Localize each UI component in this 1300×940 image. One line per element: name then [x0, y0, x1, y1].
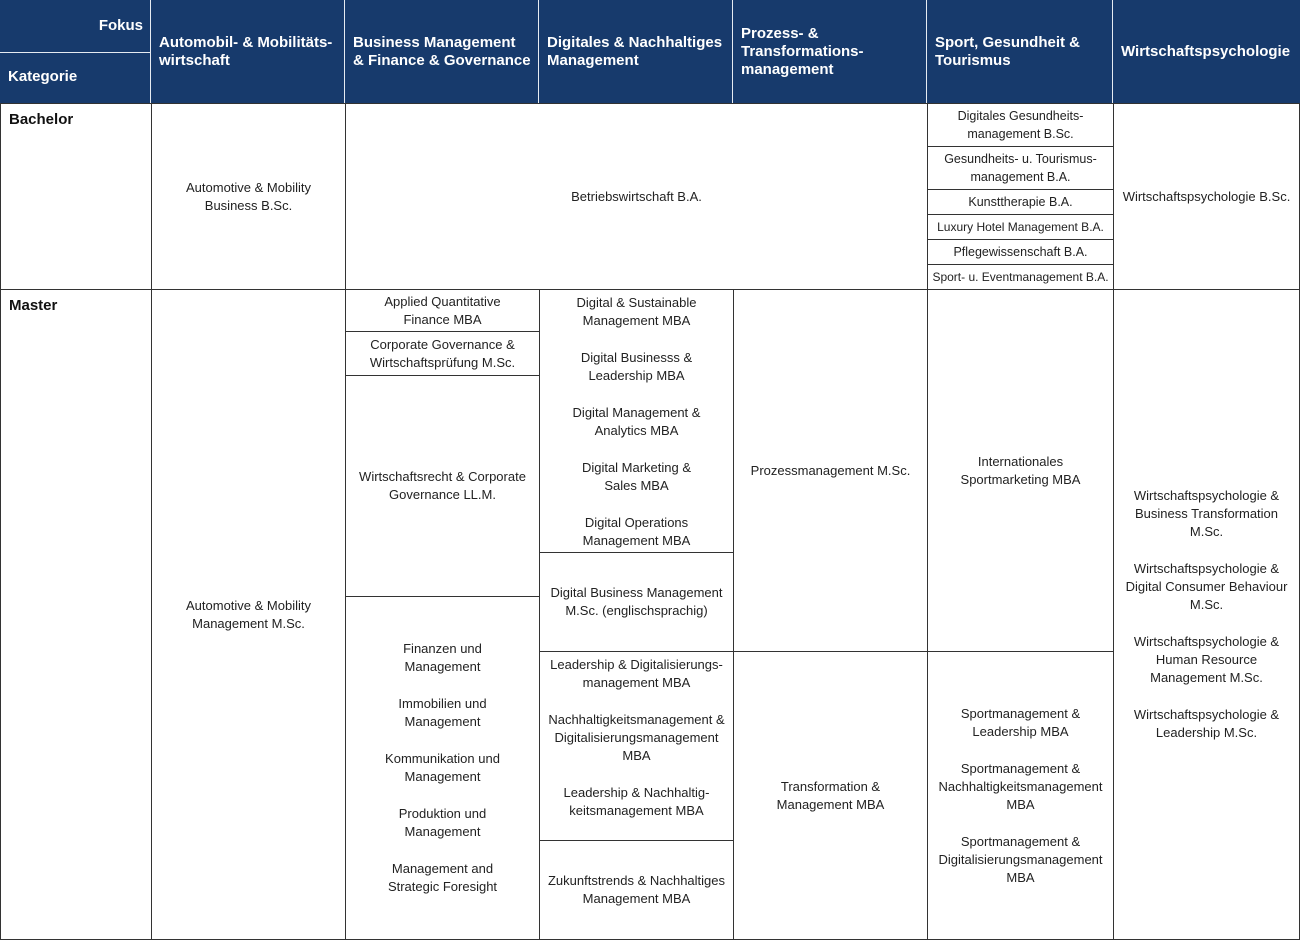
program-item: Wirtschaftspsychologie & Business Transformation M.Sc.	[1133, 488, 1280, 539]
row-label-master: Master	[0, 289, 152, 940]
program-item: Wirtschaftspsychologie & Human Resource Management M.Sc.	[1133, 634, 1280, 685]
corner-header	[0, 0, 151, 104]
corner-divider	[0, 52, 151, 53]
program-item: Immobilien und Management	[398, 696, 487, 729]
col-header-sport: Sport, Gesundheit & Tourismus	[927, 0, 1113, 104]
header-divider	[1112, 0, 1113, 104]
bachelor-psych-cell: Wirtschaftspsychologie B.Sc.	[1113, 103, 1300, 290]
col-header-automobil: Automobil- & Mobilitäts- wirtschaft	[151, 0, 345, 104]
header-divider	[344, 0, 345, 104]
header-divider	[926, 0, 927, 104]
col-header-business: Business Management & Finance & Governance	[345, 0, 539, 104]
header-divider	[538, 0, 539, 104]
master-business-group	[345, 596, 540, 940]
master-psych-group	[1113, 289, 1300, 940]
program-item: Wirtschaftspsychologie & Leadership M.Sc.	[1133, 707, 1280, 740]
program-item: Sportmanagement & Digitalisierungsmanagement MBA	[938, 833, 1103, 885]
row-label-bachelor: Bachelor	[0, 103, 152, 290]
program-item: Leadership & Digitalisierungs- management MBA	[550, 657, 723, 690]
program-item: Digital Operations Management MBA	[582, 515, 691, 548]
master-sport-group	[927, 651, 1114, 940]
program-item: Wirtschaftspsychologie & Digital Consumer Behaviour M.Sc.	[1125, 561, 1288, 612]
col-header-psychologie: Wirtschaftspsychologie	[1113, 0, 1300, 104]
master-sport-international: Internationales Sportmarketing MBA	[927, 289, 1114, 652]
master-automotive-cell: Automotive & Mobility Management M.Sc.	[151, 289, 346, 940]
col-header-prozess: Prozess- & Transformations- management	[733, 0, 927, 104]
master-prozess-cell: Prozessmanagement M.Sc.	[733, 289, 928, 652]
bachelor-sport-item: Kunsttherapie B.A.	[927, 189, 1114, 215]
master-business-corporate: Corporate Governance & Wirtschaftsprüfung M.Sc.	[345, 331, 540, 376]
bachelor-sport-item: Luxury Hotel Management B.A.	[927, 214, 1114, 240]
program-item: Finanzen und Management	[403, 641, 482, 674]
program-item: Digital Management & Analytics MBA	[572, 405, 701, 438]
master-digital-zukunft: Zukunftstrends & Nachhaltiges Management MBA	[539, 840, 734, 940]
master-transformation-cell: Transformation & Management MBA	[733, 651, 928, 940]
bachelor-sport-item: Pflegewissenschaft B.A.	[927, 239, 1114, 265]
bachelor-bwl-cell: Betriebswirtschaft B.A.	[345, 103, 928, 290]
master-business-applied: Applied Quantitative Finance MBA	[345, 289, 540, 332]
master-business-recht: Wirtschaftsrecht & Corporate Governance LL.M.	[345, 375, 540, 597]
program-item: Management and Strategic Foresight	[387, 861, 498, 894]
bachelor-sport-item: Sport- u. Eventmanagement B.A.	[927, 264, 1114, 290]
master-digital-group2	[539, 651, 734, 841]
fokus-label: Fokus	[98, 17, 143, 34]
program-item: Digital Marketing & Sales MBA	[581, 460, 692, 493]
program-item: Sportmanagement & Leadership MBA	[960, 705, 1081, 739]
program-item: Digital Businesss & Leadership MBA	[580, 350, 693, 383]
bachelor-automotive-cell: Automotive & Mobility Business B.Sc.	[151, 103, 346, 290]
master-digital-group1	[539, 289, 734, 553]
bachelor-sport-item: Digitales Gesundheits- management B.Sc.	[927, 103, 1114, 147]
kategorie-label: Kategorie	[8, 68, 78, 85]
program-item: Leadership & Nachhaltig- keitsmanagement MBA	[563, 785, 710, 818]
bachelor-sport-item: Gesundheits- u. Tourismus- management B.A.	[927, 146, 1114, 190]
program-item: Kommunikation und Management	[385, 751, 500, 784]
header-divider	[732, 0, 733, 104]
program-item: Digital & Sustainable Management MBA	[576, 295, 697, 328]
master-digital-dbm: Digital Business Management M.Sc. (englischsprachig)	[539, 552, 734, 652]
program-item: Produktion und Management	[398, 806, 487, 839]
header-divider	[150, 0, 151, 104]
program-item: Sportmanagement & Nachhaltigkeitsmanagement MBA	[938, 760, 1103, 812]
col-header-digital: Digitales & Nachhaltiges Management	[539, 0, 733, 104]
program-item: Nachhaltigkeitsmanagement & Digitalisierungsmanagement MBA	[548, 712, 725, 763]
